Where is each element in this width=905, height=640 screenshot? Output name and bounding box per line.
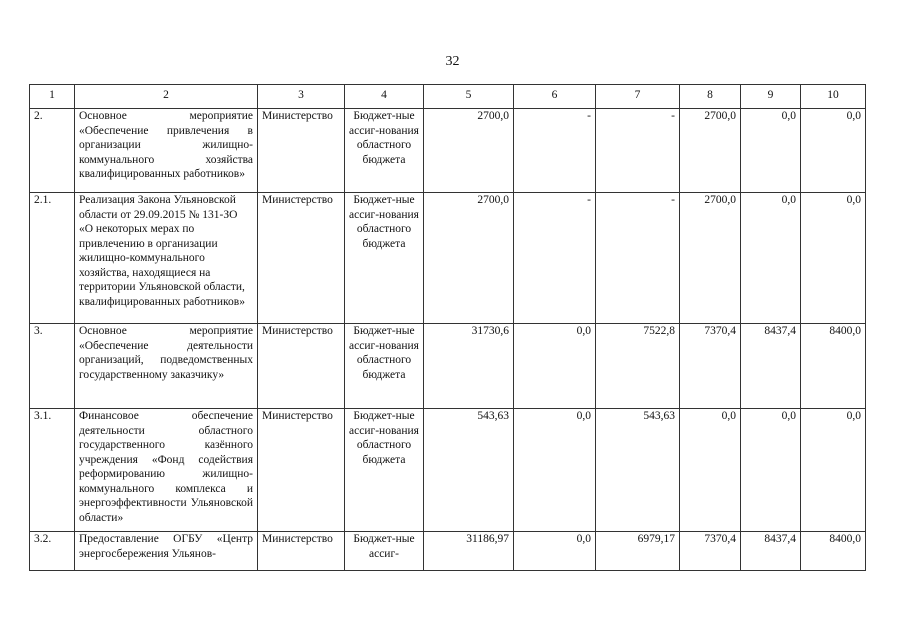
funding-source-cell: Бюджет-ные ассиг-нования областного бюджета [345,193,424,324]
executor-cell: Министерство [258,324,345,409]
column-header: 2 [75,85,258,109]
column-header: 9 [741,85,801,109]
column-header: 3 [258,85,345,109]
value-cell: 0,0 [741,109,801,193]
value-cell: 8400,0 [801,532,866,571]
value-cell: 7522,8 [596,324,680,409]
total-value-cell: 31186,97 [424,532,514,571]
row-number: 3.2. [30,532,75,571]
value-cell: 0,0 [801,109,866,193]
value-cell: - [514,193,596,324]
total-value-cell: 543,63 [424,409,514,532]
value-cell: 0,0 [801,409,866,532]
activity-name: Предоставление ОГБУ «Центр энергосбережения Ульянов- [75,532,258,571]
column-header: 10 [801,85,866,109]
value-cell: 0,0 [680,409,741,532]
value-cell: 6979,17 [596,532,680,571]
table-row [30,193,866,324]
row-number: 3.1. [30,409,75,532]
table-row [30,324,866,409]
total-value-cell: 31730,6 [424,324,514,409]
column-header: 4 [345,85,424,109]
activity-name: Основное мероприятие «Обеспечение деятельности организаций, подведомственных государственному заказчику» [75,324,258,409]
row-number: 2. [30,109,75,193]
value-cell: 0,0 [741,193,801,324]
value-cell: 2700,0 [680,193,741,324]
funding-source-cell: Бюджет-ные ассиг-нования областного бюджета [345,409,424,532]
value-cell: 7370,4 [680,324,741,409]
value-cell: 2700,0 [680,109,741,193]
table-row [30,532,866,571]
executor-cell: Министерство [258,193,345,324]
table-row [30,109,866,193]
activity-name: Реализация Закона Ульяновской области от 29.09.2015 № 131-ЗО «О некоторых мерах по привлечению в организации жилищно-коммунального хозяйства, находящиеся на территории Ульяновской области, квалифицированных работников» [75,193,258,324]
column-header: 7 [596,85,680,109]
value-cell: 0,0 [514,409,596,532]
executor-cell: Министерство [258,532,345,571]
row-number: 3. [30,324,75,409]
value-cell: - [514,109,596,193]
row-number: 2.1. [30,193,75,324]
value-cell: 8400,0 [801,324,866,409]
budget-table [29,84,866,571]
column-header: 8 [680,85,741,109]
value-cell: 7370,4 [680,532,741,571]
activity-name: Основное мероприятие «Обеспечение привлечения в организации жилищно-коммунального хозяйства квалифицированных работников» [75,109,258,193]
value-cell: 543,63 [596,409,680,532]
page-number: 32 [445,54,460,69]
funding-source-cell: Бюджет-ные ассиг-нования областного бюджета [345,109,424,193]
value-cell: - [596,109,680,193]
column-header: 5 [424,85,514,109]
column-header: 1 [30,85,75,109]
value-cell: 8437,4 [741,324,801,409]
executor-cell: Министерство [258,109,345,193]
value-cell: - [596,193,680,324]
activity-name: Финансовое обеспечение деятельности областного государственного казённого учреждения «Фонд содействия реформированию жилищно-коммунального комплекса и энергоэффективности Ульяновской области» [75,409,258,532]
value-cell: 0,0 [741,409,801,532]
column-header: 6 [514,85,596,109]
table-row [30,409,866,532]
value-cell: 0,0 [514,324,596,409]
funding-source-cell: Бюджет-ные ассиг-нования областного бюджета [345,324,424,409]
total-value-cell: 2700,0 [424,193,514,324]
total-value-cell: 2700,0 [424,109,514,193]
executor-cell: Министерство [258,409,345,532]
funding-source-cell: Бюджет-ные ассиг- [345,532,424,571]
value-cell: 0,0 [514,532,596,571]
value-cell: 0,0 [801,193,866,324]
table-header-row [30,85,866,109]
value-cell: 8437,4 [741,532,801,571]
